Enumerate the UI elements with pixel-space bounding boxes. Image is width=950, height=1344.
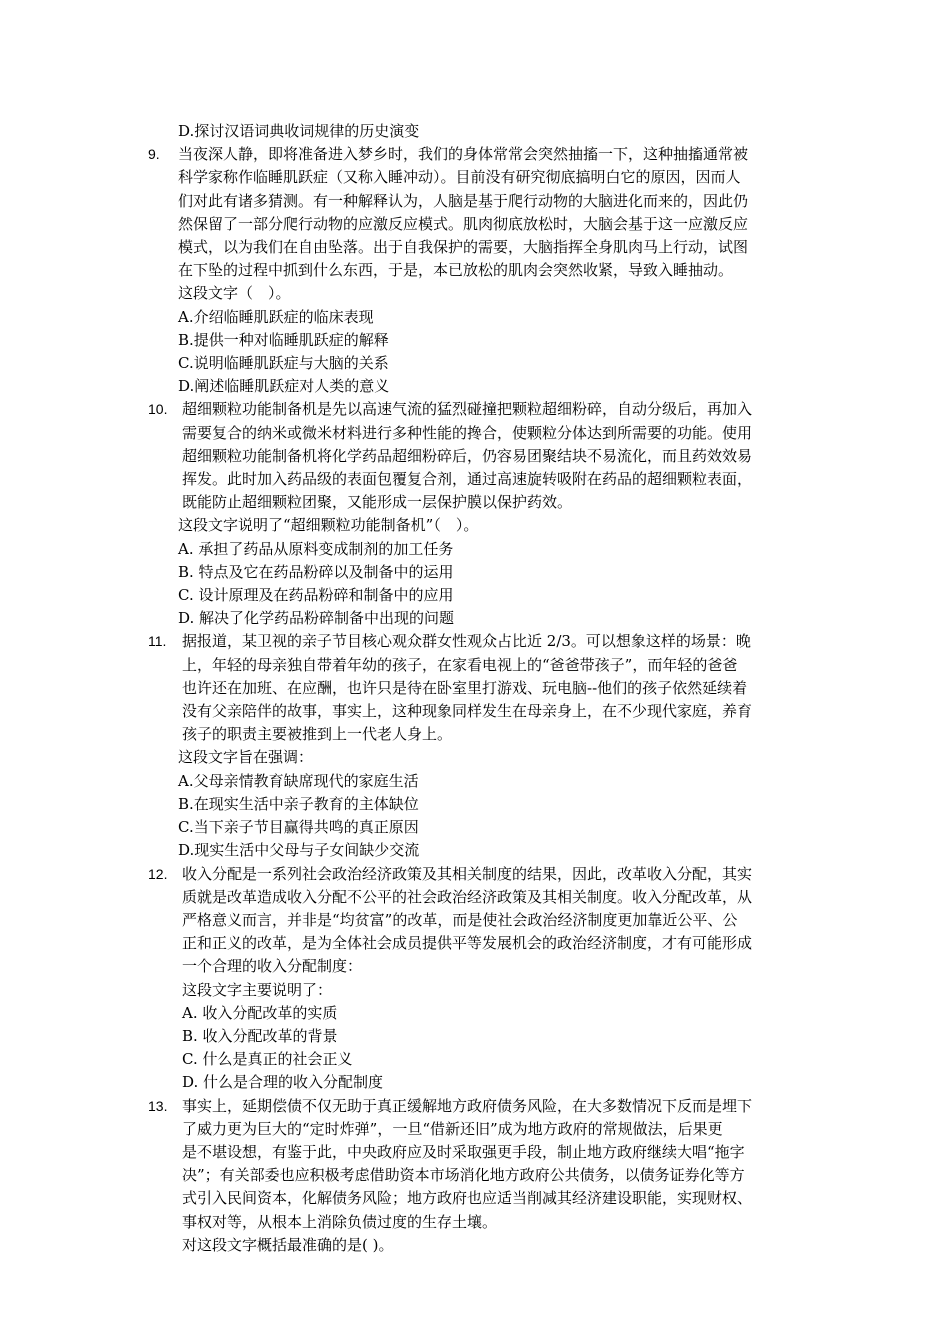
option-b: B. 特点及它在药品粉碎以及制备中的运用 [178,562,454,581]
question-number: 13. [148,1097,168,1114]
stem-line: 模式，以为我们在自由坠落。出于自我保护的需要，大脑指挥全身肌肉马上行动，试图 [178,238,749,257]
stem-line: 了威力更为巨大的“定时炸弹”，一旦“借新还旧”成为地方政府的常规做法，后果更 [182,1119,723,1138]
option-d: D. 解决了化学药品粉碎制备中出现的问题 [178,609,455,628]
stem-line: 事实上，延期偿债不仅无助于真正缓解地方政府债务风险，在大多数情况下反而是埋下 [182,1096,753,1115]
stem-line: 质就是改革造成收入分配不公平的社会政治经济政策及其相关制度。收入分配改革，从 [182,887,753,906]
stem-line: 一个合理的收入分配制度： [182,957,363,976]
stem-line: 是不堪设想，有鉴于此，中央政府应及时采取强更手段，制止地方政府继续大唱“拖字 [182,1142,745,1161]
question-prompt: 这段文字说明了“超细颗粒功能制备机”（ ）。 [178,516,479,535]
stem-line: 超细颗粒功能制备机将化学药品超细粉碎后，仍容易团聚结块不易流化，而且药效效易 [182,446,753,465]
question-prompt: 这段文字旨在强调： [178,748,314,767]
stem-line: 当夜深人静，即将准备进入梦乡时，我们的身体常常会突然抽搐一下，这种抽搐通常被 [178,145,749,164]
stem-line: 决”；有关部委也应积极考虑借助资本市场消化地方政府公共债务，以债务证券化等方 [182,1166,745,1185]
question-11 [148,630,813,862]
question-prompt: 对这段文字概括最准确的是( )。 [182,1235,394,1254]
stem-line: 超细颗粒功能制备机是先以高速气流的猛烈碰撞把颗粒超细粉碎，自动分级后，再加入 [182,400,753,419]
question-number: 11. [148,633,167,650]
question-prompt: 这段文字（ ）。 [178,284,291,303]
option-d: D.阐述临睡肌跃症对人类的意义 [178,377,390,396]
stem-line: 既能防止超细颗粒团聚，又能形成一层保护膜以保护药效。 [182,493,573,512]
stem-line: 事权对等，从根本上消除负债过度的生存土壤。 [182,1212,498,1231]
stem-line: 然保留了一部分爬行动物的应激反应模式。肌肉彻底放松时，大脑会基于这一应激反应 [178,214,749,233]
option-a: A.介绍临睡肌跃症的临床表现 [178,307,374,326]
stem-line: 也许还在加班、在应酬，也许只是待在卧室里打游戏、玩电脑--他们的孩子依然延续着 [182,678,748,697]
question-prompt: 这段文字主要说明了： [182,980,333,999]
document-body [148,120,813,1257]
option-b: B.在现实生活中亲子教育的主体缺位 [178,794,419,813]
stem-line: 们对此有诸多猜测。有一种解释认为，人脑是基于爬行动物的大脑进化而来的，因此仍 [178,191,749,210]
option-c: C. 什么是真正的社会正义 [182,1050,353,1069]
stem-line: 上，年轻的母亲独自带着年幼的孩子，在家看电视上的“爸爸带孩子”，而年轻的爸爸 [182,655,738,674]
stem-line: 收入分配是一系列社会政治经济政策及其相关制度的结果，因此，改革收入分配，其实 [182,864,753,883]
question-number: 10. [148,401,168,418]
stem-line: 在下坠的过程中抓到什么东西，于是，本已放松的肌肉会突然收紧，导致入睡抽动。 [178,261,734,280]
stem-line: 挥发。此时加入药品级的表面包覆复合剂，通过高速旋转吸附在药品的超细颗粒表面， [182,470,753,489]
stem-line: 科学家称作临睡肌跃症（又称入睡冲动）。目前没有研究彻底搞明白它的原因，因而人 [178,168,741,187]
stem-line: 没有父亲陪伴的故事，事实上，这种现象同样发生在母亲身上，在不少现代家庭，养育 [182,702,753,721]
option-c: C.当下亲子节目赢得共鸣的真正原因 [178,818,419,837]
option-b: B. 收入分配改革的背景 [182,1026,338,1045]
stem-line: 正和正义的改革，是为全体社会成员提供平等发展机会的政治经济制度，才有可能形成 [182,934,753,953]
option-d: D. 什么是合理的收入分配制度 [182,1073,384,1092]
question-number: 12. [148,865,168,882]
option-c: C. 设计原理及在药品粉碎和制备中的应用 [178,586,454,605]
question-12 [148,863,813,1095]
option-d: D.现实生活中父母与子女间缺少交流 [178,841,420,860]
question-stem [178,143,813,282]
question-stem [178,398,813,514]
option-a: A. 承担了药品从原料变成制剂的加工任务 [178,539,454,558]
option-b: B.提供一种对临睡肌跃症的解释 [178,330,389,349]
question-13 [148,1095,813,1257]
question-stem [178,863,813,979]
option-c: C.说明临睡肌跃症与大脑的关系 [178,354,389,373]
stem-line: 需要复合的纳米或微米材料进行多种性能的搀合，使颗粒分体达到所需要的功能。使用 [182,423,753,442]
question-number: 9. [148,146,160,163]
option-a: A.父母亲情教育缺席现代的家庭生活 [178,771,419,790]
previous-question-option-d: D.探讨汉语词典收词规律的历史演变 [178,122,420,140]
option-a: A. 收入分配改革的实质 [182,1003,338,1022]
question-stem [178,630,813,746]
stem-line: 孩子的职责主要被推到上一代老人身上。 [182,725,453,744]
stem-line: 据报道，某卫视的亲子节目核心观众群女性观众占比近 2/3。可以想象这样的场景：晚 [182,632,751,651]
question-9 [148,143,813,398]
question-stem [178,1095,813,1234]
stem-line: 式引入民间资本，化解债务风险；地方政府也应适当削减其经济建设职能，实现财权、 [182,1189,753,1208]
question-10 [148,398,813,630]
stem-line: 严格意义而言，并非是“均贫富”的改革，而是使社会政治经济制度更加靠近公平、公 [182,910,738,929]
